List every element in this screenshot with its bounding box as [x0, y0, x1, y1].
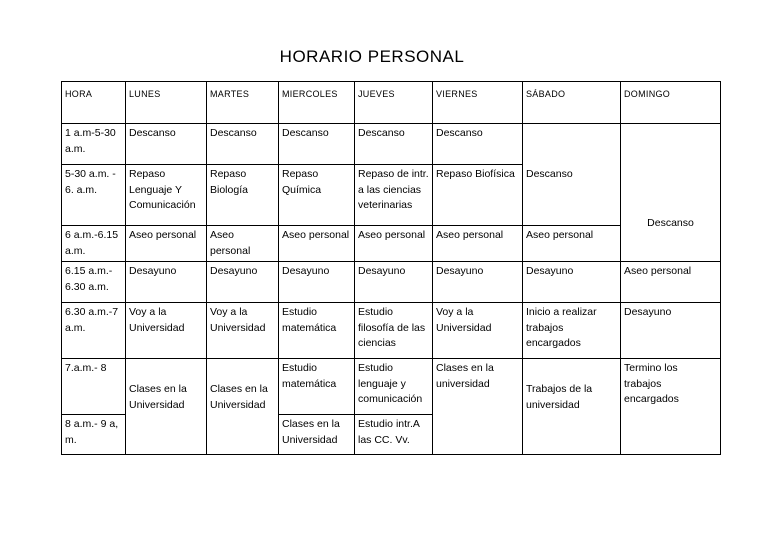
cell-jueves: Estudio filosofía de las ciencias: [355, 303, 433, 359]
cell-domingo-descanso: Descanso: [621, 124, 721, 262]
cell-viernes: Aseo personal: [433, 226, 523, 262]
cell-jueves: Descanso: [355, 124, 433, 165]
cell-sabado: Aseo personal: [523, 226, 621, 262]
cell-martes: Descanso: [207, 124, 279, 165]
table-row: [62, 262, 721, 303]
cell-viernes: Desayuno: [433, 262, 523, 303]
cell-martes: Aseo personal: [207, 226, 279, 262]
header-miercoles: MIERCOLES: [279, 82, 355, 124]
cell-sabado-descanso: Descanso: [523, 124, 621, 226]
cell-jueves: Estudio lenguaje y comunicación: [355, 359, 433, 415]
cell-sabado: Desayuno: [523, 262, 621, 303]
header-row: [62, 82, 721, 124]
cell-jueves: Aseo personal: [355, 226, 433, 262]
table-row: [62, 359, 721, 415]
table-row: [62, 124, 721, 165]
cell-lunes: Voy a la Universidad: [126, 303, 207, 359]
cell-miercoles: Estudio matemática: [279, 303, 355, 359]
cell-lunes: Aseo personal: [126, 226, 207, 262]
header-viernes: VIERNES: [433, 82, 523, 124]
cell-viernes: Descanso: [433, 124, 523, 165]
cell-martes: Clases en la Universidad: [207, 359, 279, 455]
cell-domingo: Aseo personal: [621, 262, 721, 303]
table-row: [62, 303, 721, 359]
cell-lunes: Clases en la Universidad: [126, 359, 207, 455]
cell-martes: Desayuno: [207, 262, 279, 303]
schedule-table: [61, 81, 721, 455]
cell-domingo: Termino los trabajos encargados: [621, 359, 721, 455]
cell-jueves: Desayuno: [355, 262, 433, 303]
cell-lunes: Repaso Lenguaje Y Comunicación: [126, 165, 207, 226]
header-hora: HORA: [62, 82, 126, 124]
cell-hora: 6 a.m.-6.15 a.m.: [62, 226, 126, 262]
cell-hora: 8 a.m.- 9 a, m.: [62, 415, 126, 455]
cell-viernes: Voy a la Universidad: [433, 303, 523, 359]
header-martes: MARTES: [207, 82, 279, 124]
cell-miercoles: Repaso Química: [279, 165, 355, 226]
cell-martes: Voy a la Universidad: [207, 303, 279, 359]
cell-miercoles: Aseo personal: [279, 226, 355, 262]
cell-sabado: Trabajos de la universidad: [523, 359, 621, 455]
cell-jueves: Repaso de intr. a las ciencias veterinarias: [355, 165, 433, 226]
page-title: HORARIO PERSONAL: [279, 47, 465, 66]
cell-miercoles: Estudio matemática: [279, 359, 355, 415]
cell-miercoles: Desayuno: [279, 262, 355, 303]
cell-hora: 7.a.m.- 8: [62, 359, 126, 415]
cell-jueves: Estudio intr.A las CC. Vv.: [355, 415, 433, 455]
header-jueves: JUEVES: [355, 82, 433, 124]
cell-hora: 1 a.m-5-30 a.m.: [62, 124, 126, 165]
cell-hora: 6.30 a.m.-7 a.m.: [62, 303, 126, 359]
cell-martes: Repaso Biología: [207, 165, 279, 226]
cell-hora: 5-30 a.m. - 6. a.m.: [62, 165, 126, 226]
cell-domingo: Desayuno: [621, 303, 721, 359]
cell-lunes: Desayuno: [126, 262, 207, 303]
header-lunes: LUNES: [126, 82, 207, 124]
cell-miercoles: Descanso: [279, 124, 355, 165]
cell-viernes: Repaso Biofísica: [433, 165, 523, 226]
cell-lunes: Descanso: [126, 124, 207, 165]
cell-sabado: Inicio a realizar trabajos encargados: [523, 303, 621, 359]
header-sabado: SÁBADO: [523, 82, 621, 124]
cell-viernes: Clases en la universidad: [433, 359, 523, 455]
cell-hora: 6.15 a.m.- 6.30 a.m.: [62, 262, 126, 303]
cell-miercoles: Clases en la Universidad: [279, 415, 355, 455]
header-domingo: DOMINGO: [621, 82, 721, 124]
